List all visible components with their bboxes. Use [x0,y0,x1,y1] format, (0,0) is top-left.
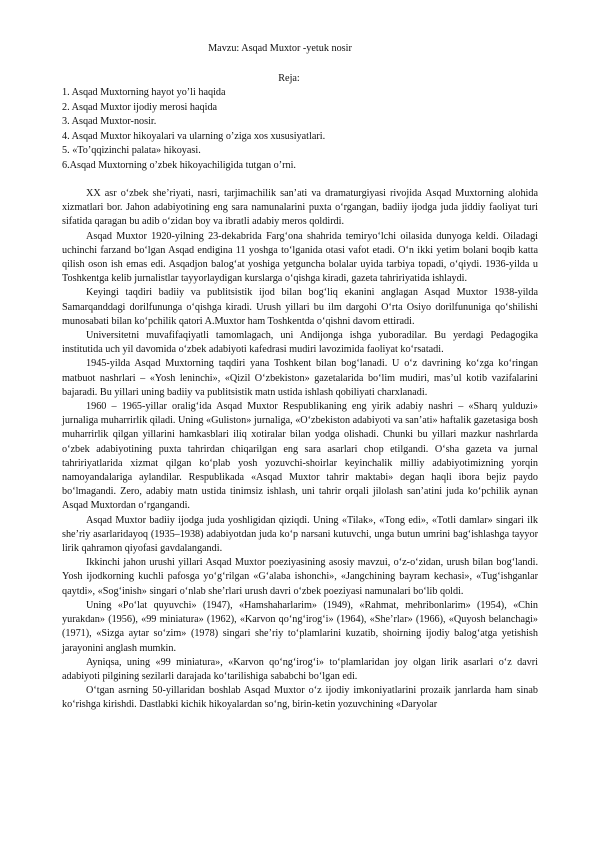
plan-item: 6.Asqad Muxtorning o’zbek hikoyachiligida tutgan o’rni. [62,159,296,171]
plan-item: 1. Asqad Muxtorning hayot yo’li haqida [62,87,226,98]
paragraph: Uning «Po‘lat quyuvchi» (1947), «Hamshaharlarim» (1949), «Rahmat, mehribonlarim» (1954), «Chin yurakdan» (1956), «99 miniatura» (1962), «Karvon qo‘ng‘irog‘i» (1964), «She’rlar» (1966), «Quyosh belanchagi» (1971), «Sizga aytar so‘zim» (1978) singari she’riy to‘plamlarini kuzatib, shoirning ijodiy balog‘atga yetishish jarayonini anglash mumkin. [62,599,538,654]
plan-item: 5. «To’qqizinchi palata» hikoyasi. [62,145,201,157]
paragraph: 1945-yilda Asqad Muxtorning taqdiri yana Toshkent bilan bog‘lanadi. U o‘z davrining ko‘zga ko‘ringan matbuot nashrlari – «Yosh leninchi», «Qizil O‘zbekiston» gazetalarida bo‘lim mudiri, mas’ul kotib vazifalarini bajaradi. Bu yillari uning badiiy va publitsistik matn ustida ishlash qobiliyati charxlanadi. [62,358,538,398]
paragraph: XX asr o‘zbek she’riyati, nasri, tarjimachilik san’ati va dramaturgiyasi rivojida Asqad Muxtorning alohida xizmatlari bor. Jahon adabiyotining eng sara namunalarini puxta o‘rgangan, badiiy ijodga juda jiddiy faoliyat turi sifatida qaragan bu adib o‘zidan boy va ibratli adabiy meros qoldirdi. [62,188,538,228]
paragraph: Ayniqsa, uning «99 miniatura», «Karvon qo‘ng‘irog‘i» to‘plamlaridan joy olgan lirik asarlari o‘z davri adabiyoti pilgining sezilarli darajada ko‘tarilishiga sababchi bo‘lgan edi. [62,656,538,682]
plan-item: 4. Asqad Muxtor hikoyalari va ularning o’ziga xos xususiyatlari. [62,130,326,142]
plan-heading: Reja: [278,73,300,84]
paragraph: Keyingi taqdiri badiiy va publitsistik ijod bilan bog‘liq ekanini anglagan Asqad Muxtor 1938-yilda Samarqanddagi dorilfununga o‘qishga kiradi. Urush yillari bu ilm dargohi O‘rta Osiyo dorilfununiga qo‘shilishi munosabati bilan ko‘pchilik qatori A.Muxtor ham Toshkentda o‘qishni davom ettiradi. [62,287,538,327]
document-title: Mavzu: Asqad Muxtor -yetuk nosir [208,43,352,54]
plan-list [62,86,325,174]
plan-item: 3. Asqad Muxtor-nosir. [62,116,157,128]
paragraph: Universitetni muvafifaqiyatli tamomlagach, uni Andijonga ishga yuboradilar. Bu yerdagi Pedagogika institutida uch yil davomida o‘zbek adabiyoti kafedrasi mudiri lavozimida faoliyat ko‘rsatadi. [62,330,538,356]
document-body [62,187,538,713]
paragraph: Asqad Muxtor badiiy ijodga juda yoshligidan qiziqdi. Uning «Tilak», «Tong edi», «Totli damlar» singari ilk she’riy asarlaridayoq (1935–1938) adabiyotdan juda ko‘p narsani kutuvchi, unga butun umrini bag‘ishlashga tayyor lirik qahramon qiyofasi gavdalangandi. [62,514,538,555]
paragraph: 1960 – 1965-yillar oralig‘ida Asqad Muxtor Respublikaning eng yirik adabiy nashri – «Sharq yulduzi» jurnaliga muharrirlik qiladi. Uning «Guliston» jurnaliga, «O‘zbekiston adabiyoti va san’ati» haftalik gazetasiga bosh muharrirlik qilgan yillarini hamkasblari iliq xotiralar bilan yodga olishadi. Chunki bu yillari mazkur nashrlarda o‘zbek adabiyotining puxta tahrirdan chiqarilgan eng sara asarlari chop etilgandi. O‘sha gazeta va jurnal tahririyatlarida xizmat qilgan ko‘plab yosh yozuvchi-shoirlar keyinchalik milliy adabiyotimizning yorqin namoyandalariga aylandilar. Respublikada «Asqad Muxtor tahrir maktabi» degan haqli ibora bejiz paydo bo‘lmagandi. Zero, adabiy matn ustida tinimsiz ishlash, uni tahrir orqali jilolash san’atini juda ko‘pchilik aynan Asqad Muxtordan o‘rgangandi. [62,401,538,512]
paragraph: Asqad Muxtor 1920-yilning 23-dekabrida Farg‘ona shahrida temiryo‘lchi oilasida dunyoga keldi. Oiladagi uchinchi farzand bo‘lgan Asqad endigina 11 yoshga to‘lganida otasi vafot etadi. O‘n ikki yetim bolani boqib katta qilish oson ish emas edi. Asqadjon balog‘at yoshiga yetguncha bolalar uyida tarbiya topadi, o‘qiydi. 1936-yilda u Toshkentga kelib jurnalistlar tayyorlaydigan kurslarga o‘qishga kiradi, gazeta tahririyatida ishlaydi. [62,230,538,285]
plan-item: 2. Asqad Muxtor ijodiy merosi haqida [62,101,218,113]
paragraph: Ikkinchi jahon urushi yillari Asqad Muxtor poeziyasining asosiy mavzui, o‘z-o‘zidan, urush bilan bog‘landi. Yosh ijodkorning kuchli pafosga yo‘g‘rilgan «G‘alaba ishonchi», «Jangchining bayram kechasi», «Tug‘ishganlar qaytdi», «Sog‘inish» singari o‘nlab she’rlari urush davri o‘zbek poeziyasi namunalari bo‘lib qoldi. [62,557,538,597]
paragraph: O‘tgan asrning 50-yillaridan boshlab Asqad Muxtor o‘z ijodiy imkoniyatlarini prozaik janrlarda ham sinab ko‘rishga kirishdi. Dastlabki kichik hikoyalardan so‘ng, birin-ketin yozuvchining «Daryolar [62,685,538,711]
